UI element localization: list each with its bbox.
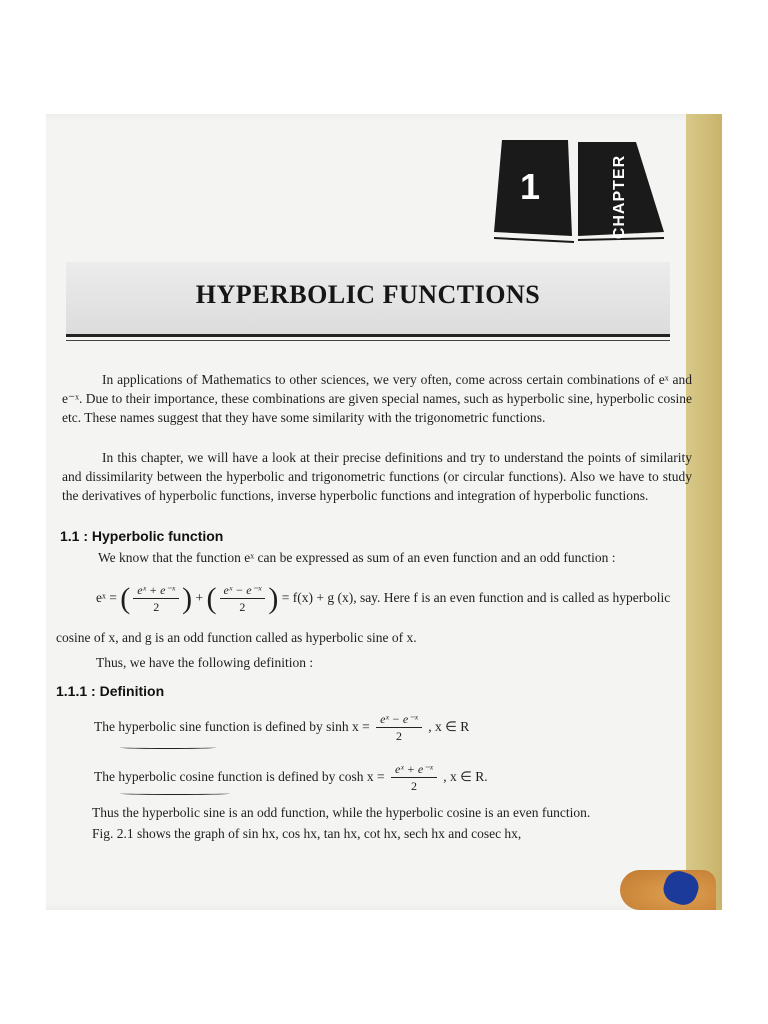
cosh-text: The hyperbolic cosine function is defined by cosh x =: [94, 769, 385, 785]
chapter-title: HYPERBOLIC FUNCTIONS: [195, 280, 541, 309]
section-1-1-1-line-5: Thus the hyperbolic sine is an odd function, while the hyperbolic cosine is an even function.: [92, 805, 591, 820]
sinh-underline-annotation: [120, 746, 216, 749]
section-heading-1-1-1: 1.1.1 : Definition: [56, 683, 165, 699]
page-edge: [686, 114, 722, 910]
intro-text-2: In this chapter, we will have a look at their precise definitions and try to understand the points of similarity and dissimilarity between the hyperbolic and trigonometric functions (or circular functions). Also we have to study the derivatives of hyperbolic functions, inverse hyperbolic functions and integration of hyperbolic functions.: [62, 450, 692, 503]
sinh-fraction: [376, 712, 422, 744]
eq-fraction-1-den: 2: [153, 600, 160, 614]
section-1-1-line-1: We know that the function eˣ can be expressed as sum of an even function and an odd function :: [98, 550, 616, 565]
section-heading-1-1: 1.1 : Hyperbolic function: [60, 528, 224, 544]
cosh-fraction-den: 2: [410, 779, 417, 793]
section-1-1-line-3: cosine of x, and g is an odd function called as hyperbolic sine of x.: [56, 630, 417, 645]
intro-text-1: In applications of Mathematics to other sciences, we very often, come across certain combinations of eˣ and e⁻ˣ. Due to their importance, these combinations are given special names, such as hyperbolic sine, hyperbolic cosine etc. These names suggest that they have some similarity with the trigonometric functions.: [62, 372, 692, 425]
intro-paragraph-1: [62, 370, 692, 427]
section-1-1-line-4: Thus, we have the following definition :: [96, 655, 314, 670]
eq-fraction-1-num: eˣ + e⁻ˣ: [133, 583, 179, 599]
cosh-fraction-num: eˣ + e⁻ˣ: [391, 762, 437, 778]
cosh-tail: , x ∈ R.: [443, 769, 488, 785]
eq-lhs: eˣ =: [96, 590, 117, 606]
chapter-badge: [494, 140, 664, 244]
sinh-fraction-num: eˣ − e⁻ˣ: [376, 712, 422, 728]
eq-fraction-2-num: eˣ − e⁻ˣ: [220, 583, 266, 599]
sinh-fraction-den: 2: [395, 729, 402, 743]
eq-fraction-2: [220, 583, 266, 615]
intro-paragraph-2: [62, 448, 692, 505]
eq-fraction-2-den: 2: [239, 600, 246, 614]
eq-rhs: = f(x) + g (x), say. Here f is an even function and is called as hyperbolic: [281, 590, 671, 606]
chapter-label: CHAPTER: [611, 154, 628, 240]
sinh-text: The hyperbolic sine function is defined by sinh x =: [94, 719, 370, 735]
eq-plus: +: [195, 590, 204, 606]
exponential-equation: eˣ = ( $\frac{\text{eˣ + e⁻ˣ}}{2}$ ) + ( $\frac{\text{eˣ − e⁻ˣ}}{2}$ ) = f(x) + g (x), say. Here f is an even function and is called as hyperbolic: [96, 582, 671, 615]
chapter-number: 1: [519, 166, 541, 207]
title-band: [66, 262, 670, 337]
sinh-definition: [94, 712, 469, 744]
eq-fraction-1: [133, 583, 179, 615]
sinh-tail: , x ∈ R: [428, 719, 470, 735]
cosh-definition: [94, 762, 488, 794]
cosh-fraction: [391, 762, 437, 794]
section-1-1-1-line-6: Fig. 2.1 shows the graph of sin hx, cos hx, tan hx, cot hx, sech hx and cosec hx,: [92, 826, 522, 841]
cosh-underline-annotation: [120, 792, 230, 795]
chapter-label-wrap: [590, 154, 650, 240]
